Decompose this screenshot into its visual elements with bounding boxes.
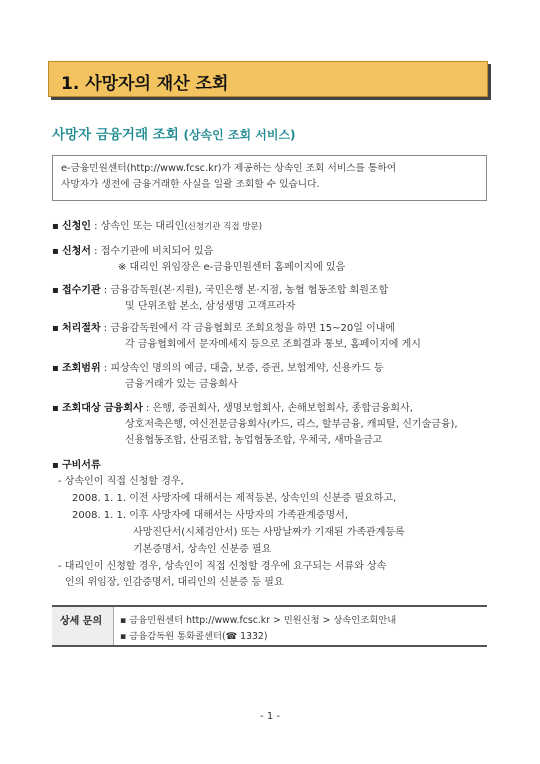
intro-line: 사망자가 생전에 금융거래한 사실을 일괄 조회할 수 있습니다. (61, 179, 320, 190)
contact-line: ▪ 금융감독원 통화콜센터(☎ 1332) (120, 631, 268, 642)
item-text: : 은행, 증권회사, 생명보험회사, 손해보험회사, 종합금융회사, (142, 403, 413, 414)
docs-line: 인의 위임장, 인감증명서, 대리인의 신분증 등 필요 (65, 577, 284, 588)
item-continuation: 및 단위조합 본소, 삼성생명 고객프라자 (125, 301, 296, 312)
item-continuation: 각 금융협회에서 문자메세지 등으로 조회결과 통보, 홈페이지에 게시 (125, 339, 421, 350)
subtitle (52, 123, 296, 143)
docs-line: 사망진단서(시체검안서) 또는 사망날짜가 기재된 가족관계등록 (133, 527, 405, 538)
item-text: : 피상속인 명의의 예금, 대출, 보증, 증권, 보험계약, 신용카드 등 (100, 363, 384, 374)
item-key: 조회범위 (61, 363, 101, 374)
section-title-box (48, 61, 488, 97)
item-key: 신청인 (61, 221, 91, 232)
bullet-icon: ▪ (52, 403, 59, 414)
docs-line: - 상속인이 직접 신청할 경우, (58, 476, 184, 487)
contact-label: 상세 문의 (52, 607, 114, 645)
intro-line: e-금융민원센터(http://www.fcsc.kr)가 제공하는 상속인 조회 서비스를 통하여 (61, 163, 397, 174)
docs-line: 2008. 1. 1. 이전 사망자에 대해서는 제적등본, 상속인의 신분증 필요하고, (72, 493, 397, 504)
item-continuation: ※ 대리인 위임장은 e-금융민원센터 홈페이지에 있음 (118, 262, 346, 273)
bullet-icon: ▪ (52, 363, 59, 374)
subtitle-paren: (상속인 조회 서비스) (183, 128, 296, 142)
item-text: : 금융감독원에서 각 금융협회로 조회요청을 하면 15~20일 이내에 (100, 323, 396, 334)
item-target-institutions (52, 401, 413, 417)
contact-line: ▪ 금융민원센터 http://www.fcsc.kr > 민원신청 > 상속인조회안내 (120, 615, 397, 626)
item-applicant (52, 219, 262, 235)
item-reception (52, 283, 388, 299)
section-title: 1. 사망자의 재산 조회 (61, 74, 229, 94)
item-scope (52, 361, 384, 377)
item-key: 구비서류 (61, 460, 101, 471)
bullet-icon: ▪ (52, 285, 59, 296)
item-continuation: 금융거래가 있는 금융회사 (125, 379, 238, 390)
item-procedure (52, 321, 395, 337)
intro-box (52, 155, 487, 201)
item-continuation: 상호저축은행, 여신전문금융회사(카드, 리스, 할부금융, 캐피탈, 신기술금융), (125, 419, 458, 430)
bullet-icon: ▪ (52, 221, 59, 232)
item-key: 조회대상 금융회사 (61, 403, 143, 414)
bullet-icon: ▪ (52, 246, 59, 257)
item-required-docs (52, 458, 101, 474)
contact-box (52, 605, 487, 647)
item-key: 접수기관 (61, 285, 101, 296)
page-number: - 1 - (260, 711, 280, 722)
item-text: : 접수기관에 비치되어 있음 (90, 246, 214, 257)
subtitle-main: 사망자 금융거래 조회 (52, 127, 179, 143)
item-text: : 상속인 또는 대리인 (90, 221, 185, 232)
docs-line: 기본증명서, 상속인 신분증 필요 (133, 544, 272, 555)
bullet-icon: ▪ (52, 323, 59, 334)
docs-line: - 대리인이 신청할 경우, 상속인이 직접 신청할 경우에 요구되는 서류와 상속 (58, 561, 387, 572)
item-form (52, 244, 213, 260)
bullet-icon: ▪ (52, 460, 59, 471)
item-text: : 금융감독원(본·지원), 국민은행 본·지점, 농협 협동조합 회원조합 (100, 285, 389, 296)
item-note: (신청기관 직접 방문) (184, 222, 263, 232)
item-key: 처리절차 (61, 323, 101, 334)
item-continuation: 신용협동조합, 산림조합, 농업협동조합, 우체국, 새마을금고 (125, 435, 383, 446)
item-key: 신청서 (61, 246, 91, 257)
docs-line: 2008. 1. 1. 이후 사망자에 대해서는 사망자의 가족관계증명서, (72, 510, 348, 521)
